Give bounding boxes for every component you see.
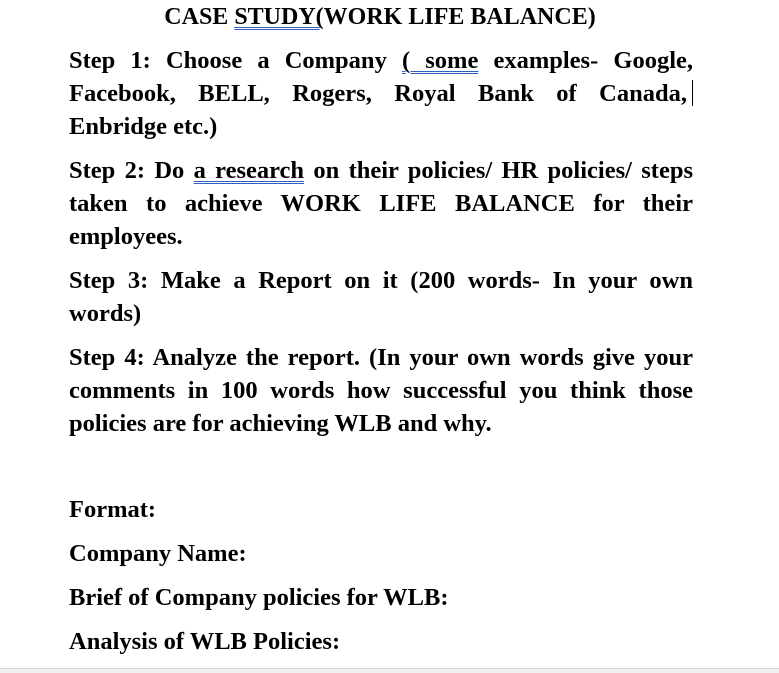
text-cursor [692,80,693,106]
step-2-paragraph [69,154,693,253]
title-spellcheck-underlined: STUDY( [234,4,324,30]
brief-policies-label: Brief of Company policies for WLB: [69,584,449,611]
analysis-label: Analysis of WLB Policies: [69,628,341,655]
step-3-paragraph: Step 3: Make a Report on it (200 words- In your own words) [69,267,693,327]
step-2-rest: on their policies/ HR policies/ steps taken to achieve WORK LIFE BALANCE for their employees. [69,157,693,250]
format-heading: Format: [69,496,157,523]
step-4-paragraph: Step 4: Analyze the report. (In your own words give your comments in 100 words how successful you think those policies are for achieving WLB and why. [69,344,693,437]
document-title [0,2,760,32]
page-bottom-edge [0,668,779,673]
company-name-label: Company Name: [69,540,247,567]
step-1-spellcheck-underlined: ( some [401,47,479,74]
title-suffix: WORK LIFE BALANCE) [323,4,596,30]
step-1-start: Step 1: Choose a Company [69,47,402,74]
title-prefix: CASE [164,4,235,30]
step-1-paragraph [69,44,693,143]
step-1-rest: examples- Google, Facebook, BELL, Rogers, Royal Bank of Canada, Enbridge etc.) [69,47,693,140]
step-2-spellcheck-underlined: a research [193,157,305,184]
step-2-start: Step 2: Do [69,157,194,184]
